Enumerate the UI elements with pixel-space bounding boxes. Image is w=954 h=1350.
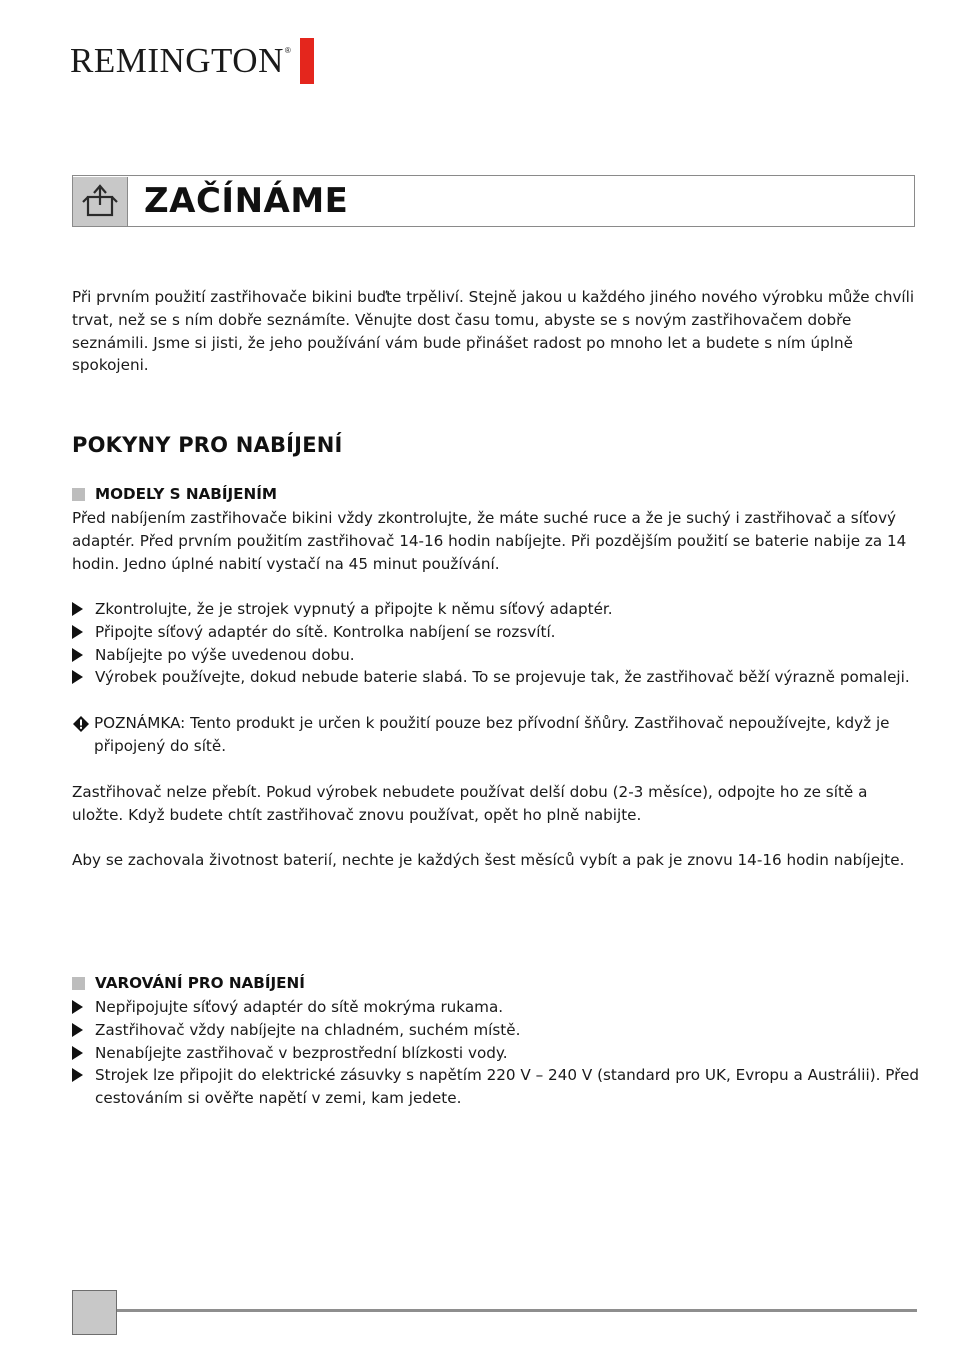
box-arrow-up-icon (73, 177, 128, 226)
triangle-bullet-icon (72, 625, 83, 639)
remington-logo (70, 38, 314, 84)
list-item: Připojte síťový adaptér do sítě. Kontrolka nabíjení se rozsvítí. (72, 621, 920, 644)
list-item: Zastřihovač vždy nabíjejte na chladném, suchém místě. (72, 1019, 920, 1042)
charging-heading: POKYNY PRO NABÍJENÍ (72, 433, 343, 457)
footer-rule (117, 1309, 917, 1312)
triangle-bullet-icon (72, 648, 83, 662)
list-item: Strojek lze připojit do elektrické zásuvky s napětím 220 V – 240 V (standard pro UK, Evropu a Austrálii). Před cestováním si ověřte napětí v zemi, kam jedete. (72, 1064, 920, 1110)
gray-square-icon (72, 488, 85, 501)
brand-red-bar (300, 38, 314, 84)
warnings-heading (72, 974, 305, 992)
registered-mark: ® (284, 46, 291, 55)
warnings-heading-label: VAROVÁNÍ PRO NABÍJENÍ (95, 974, 305, 992)
note-text: POZNÁMKA: Tento produkt je určen k použití pouze bez přívodní šňůry. Zastřihovač nepoužívejte, když je připojený do sítě. (94, 714, 890, 755)
list-item: Zkontrolujte, že je strojek vypnutý a připojte k němu síťový adaptér. (72, 598, 920, 621)
battery-life-paragraph: Aby se zachovala životnost baterií, nechte je každých šest měsíců vybít a pak je znovu 14-16 hodin nabíjejte. (72, 851, 905, 869)
list-item: Nabíjejte po výše uvedenou dobu. (72, 644, 920, 667)
models-heading-label: MODELY S NABÍJENÍM (95, 485, 278, 503)
triangle-bullet-icon (72, 670, 83, 684)
triangle-bullet-icon (72, 1023, 83, 1037)
triangle-bullet-icon (72, 1000, 83, 1014)
models-heading (72, 485, 277, 503)
warnings-list (72, 996, 920, 1110)
section-header (72, 175, 915, 227)
charging-steps-list (72, 598, 920, 689)
page-number-box (72, 1290, 117, 1335)
note (72, 712, 920, 758)
warning-diamond-icon (72, 715, 90, 740)
gray-square-icon (72, 977, 85, 990)
models-paragraph: Před nabíjením zastřihovače bikini vždy zkontrolujte, že máte suché ruce a že je suchý i zastřihovač a síťový adaptér. Před prvním použitím zastřihovač 14-16 hodin nabíjejte. Při pozdějším použití se baterie nabije za 14 hodin. Jedno úplné nabití vystačí na 45 minut používání. (72, 509, 907, 573)
section-title: ZAČÍNÁME (144, 181, 349, 221)
list-item: Výrobek používejte, dokud nebude baterie slabá. To se projevuje tak, že zastřihovač běží výrazně pomaleji. (72, 666, 920, 689)
intro-paragraph: Při prvním použití zastřihovače bikini buďte trpěliví. Stejně jakou u každého jiného nového výrobku může chvíli trvat, než se s ním dobře seznámíte. Věnujte dost času tomu, abyste se s novým zastřihovačem dobře seznámili. Jsme si jisti, že jeho používání vám bude přinášet radost po mnoho let a budete s ním úplně spokojeni. (72, 288, 915, 375)
triangle-bullet-icon (72, 602, 83, 616)
triangle-bullet-icon (72, 1068, 83, 1082)
list-item: Nenabíjejte zastřihovač v bezprostřední blízkosti vody. (72, 1042, 920, 1065)
overcharge-paragraph: Zastřihovač nelze přebít. Pokud výrobek nebudete používat delší dobu (2-3 měsíce), odpojte ho ze sítě a uložte. Když budete chtít zastřihovač znovu používat, opět ho plně nabijte. (72, 783, 868, 824)
list-item: Nepřipojujte síťový adaptér do sítě mokrýma rukama. (72, 996, 920, 1019)
triangle-bullet-icon (72, 1046, 83, 1060)
brand-name: REMINGTON (70, 41, 284, 80)
